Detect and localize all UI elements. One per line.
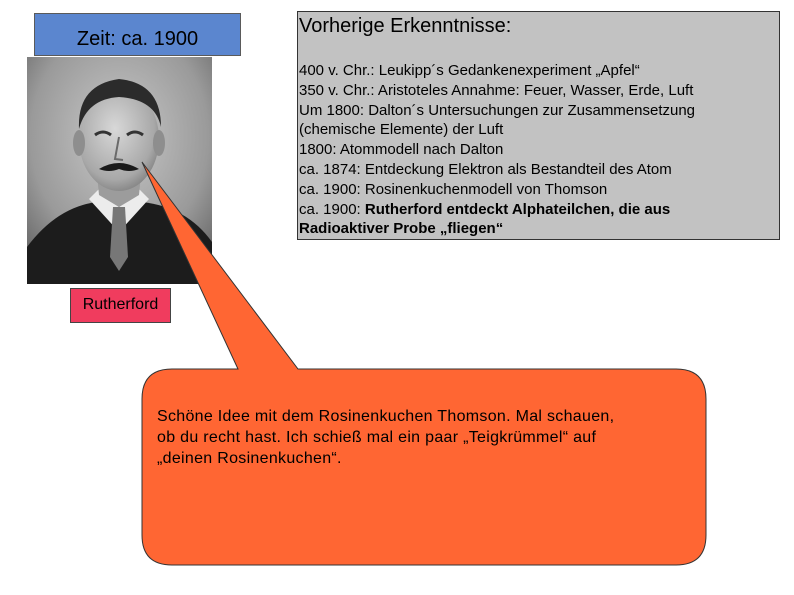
knowledge-line-bold: Rutherford entdeckt Alphateilchen, die aus bbox=[364, 200, 671, 218]
knowledge-line: Um 1800: Dalton´s Untersuchungen zur Zusammensetzung bbox=[299, 101, 696, 119]
title-text: Zeit: ca. 1900 bbox=[76, 28, 199, 50]
speech-bubble-outline bbox=[142, 162, 706, 565]
knowledge-heading: Vorherige Erkenntnisse: bbox=[299, 15, 512, 37]
knowledge-line: ca. 1900: Rosinenkuchenmodell von Thomson bbox=[299, 180, 608, 198]
knowledge-line-bold-continued: Radioaktiver Probe „fliegen“ bbox=[299, 220, 504, 238]
speech-line: ob du recht hast. Ich schieß mal ein paar „Teigkrümmel“ auf bbox=[157, 429, 597, 446]
knowledge-line: (chemische Elemente) der Luft bbox=[299, 121, 504, 139]
portrait-caption-text: Rutherford bbox=[82, 296, 159, 313]
knowledge-line-prefix: ca. 1900: bbox=[299, 200, 365, 218]
knowledge-line: ca. 1874: Entdeckung Elektron als Bestandteil des Atom bbox=[299, 160, 672, 178]
knowledge-line: 350 v. Chr.: Aristoteles Annahme: Feuer, Wasser, Erde, Luft bbox=[299, 81, 694, 99]
knowledge-line: 400 v. Chr.: Leukipp´s Gedankenexperiment „Apfel“ bbox=[299, 62, 640, 79]
portrait-caption-label bbox=[70, 288, 171, 323]
knowledge-line: 1800: Atommodell nach Dalton bbox=[299, 141, 504, 159]
speech-line: „deinen Rosinenkuchen“. bbox=[157, 450, 342, 467]
speech-line: Schöne Idee mit dem Rosinenkuchen Thomson. Mal schauen, bbox=[157, 408, 615, 425]
speech-bubble-text bbox=[157, 406, 717, 469]
